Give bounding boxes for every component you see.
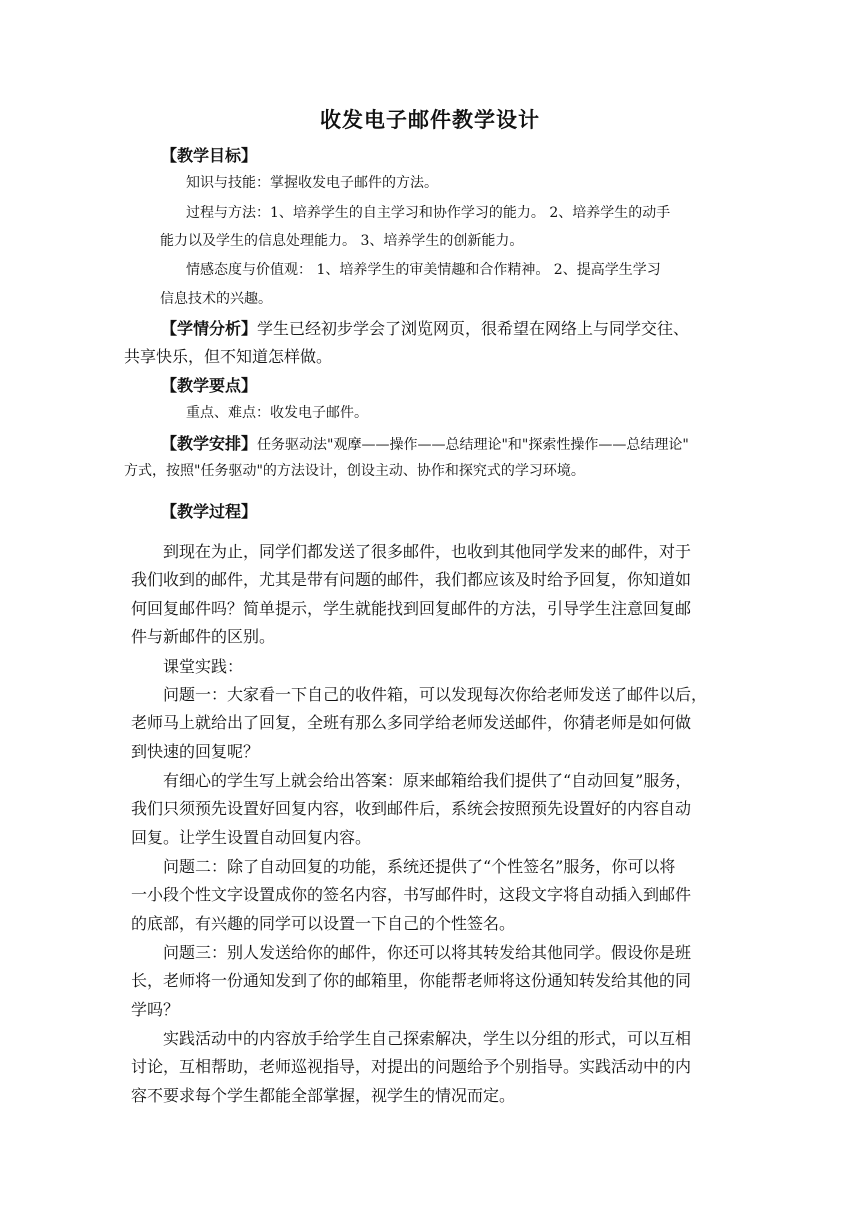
q1-line3: 到快速的回复呢？ bbox=[131, 742, 260, 761]
arrangement-heading: 【教学安排】 bbox=[161, 434, 258, 453]
process-p1-line3: 何回复邮件吗？简单提示，学生就能找到回复邮件的方法，引导学生注意回复邮 bbox=[131, 599, 692, 618]
objectives-heading: 【教学目标】 bbox=[161, 146, 258, 165]
key-points-text: 重点、难点：收发电子邮件。 bbox=[186, 405, 368, 421]
arrangement-line2: 方式，按照"任务驱动"的方法设计，创设主动、协作和探究式的学习环境。 bbox=[124, 463, 585, 479]
summary-line3: 容不要求每个学生都能全部掌握，视学生的情况而定。 bbox=[131, 1086, 516, 1105]
arrangement-text: 任务驱动法"观摩——操作——总结理论"和"探索性操作——总结理论" bbox=[257, 437, 689, 453]
analysis-line1 bbox=[161, 316, 689, 339]
summary-line2: 讨论，互相帮助，老师巡视指导，对提出的问题给予个别指导。实践活动中的内 bbox=[131, 1057, 692, 1076]
a1-line2: 我们只须预先设置好回复内容，收到邮件后，系统会按照预先设置好的内容自动 bbox=[131, 799, 692, 818]
document-title: 收发电子邮件教学设计 bbox=[320, 108, 540, 132]
process-p1-line4: 件与新邮件的区别。 bbox=[131, 627, 276, 646]
process-p1-line2: 我们收到的邮件，尤其是带有问题的邮件，我们都应该及时给予回复，你知道如 bbox=[131, 570, 692, 589]
summary-line1: 实践活动中的内容放手给学生自己探索解决，学生以分组的形式，可以互相 bbox=[163, 1029, 692, 1048]
objectives-attitude-line1: 情感态度与价值观： 1、培养学生的审美情趣和合作精神。 2、提高学生学习 bbox=[186, 262, 661, 278]
a1-line3: 回复。让学生设置自动回复内容。 bbox=[131, 828, 372, 847]
process-p1-line1: 到现在为止，同学们都发送了很多邮件，也收到其他同学发来的邮件，对于 bbox=[163, 542, 692, 561]
objectives-process-line1: 过程与方法：1、培养学生的自主学习和协作学习的能力。 2、培养学生的动手 bbox=[186, 205, 671, 221]
objectives-process-line2: 能力以及学生的信息处理能力。 3、培养学生的创新能力。 bbox=[160, 233, 524, 249]
q1-line2: 老师马上就给出了回复，全班有那么多同学给老师发送邮件，你猜老师是如何做 bbox=[131, 713, 692, 732]
q2-line1: 问题二：除了自动回复的功能，系统还提供了“个性签名”服务，你可以将 bbox=[163, 857, 676, 876]
q2-line2: 一小段个性文字设置成你的签名内容，书写邮件时，这段文字将自动插入到邮件 bbox=[131, 885, 692, 904]
q3-line1: 问题三：别人发送给你的邮件，你还可以将其转发给其他同学。假设你是班 bbox=[163, 943, 692, 962]
arrangement-line1 bbox=[161, 431, 689, 454]
analysis-line2: 共享快乐，但不知道怎样做。 bbox=[124, 347, 333, 366]
objectives-knowledge: 知识与技能：掌握收发电子邮件的方法。 bbox=[186, 175, 438, 191]
analysis-heading: 【学情分析】 bbox=[161, 319, 258, 338]
a1-line1: 有细心的学生写上就会给出答案：原来邮箱给我们提供了“自动回复”服务， bbox=[163, 771, 692, 790]
q2-line3: 的底部，有兴趣的同学可以设置一下自己的个性签名。 bbox=[131, 914, 516, 933]
process-heading: 【教学过程】 bbox=[161, 502, 258, 521]
q3-line3: 学吗？ bbox=[131, 1000, 180, 1019]
objectives-attitude-line2: 信息技术的兴趣。 bbox=[160, 291, 272, 307]
practice-label: 课堂实践： bbox=[163, 657, 244, 676]
q3-line2: 长，老师将一份通知发到了你的邮箱里，你能帮老师将这份通知转发给其他的同 bbox=[131, 971, 692, 990]
key-points-heading: 【教学要点】 bbox=[161, 376, 258, 395]
q1-line1: 问题一：大家看一下自己的收件箱，可以发现每次你给老师发送了邮件以后， bbox=[163, 685, 708, 704]
analysis-text: 学生已经初步学会了浏览网页，很希望在网络上与同学交往、 bbox=[257, 319, 690, 338]
